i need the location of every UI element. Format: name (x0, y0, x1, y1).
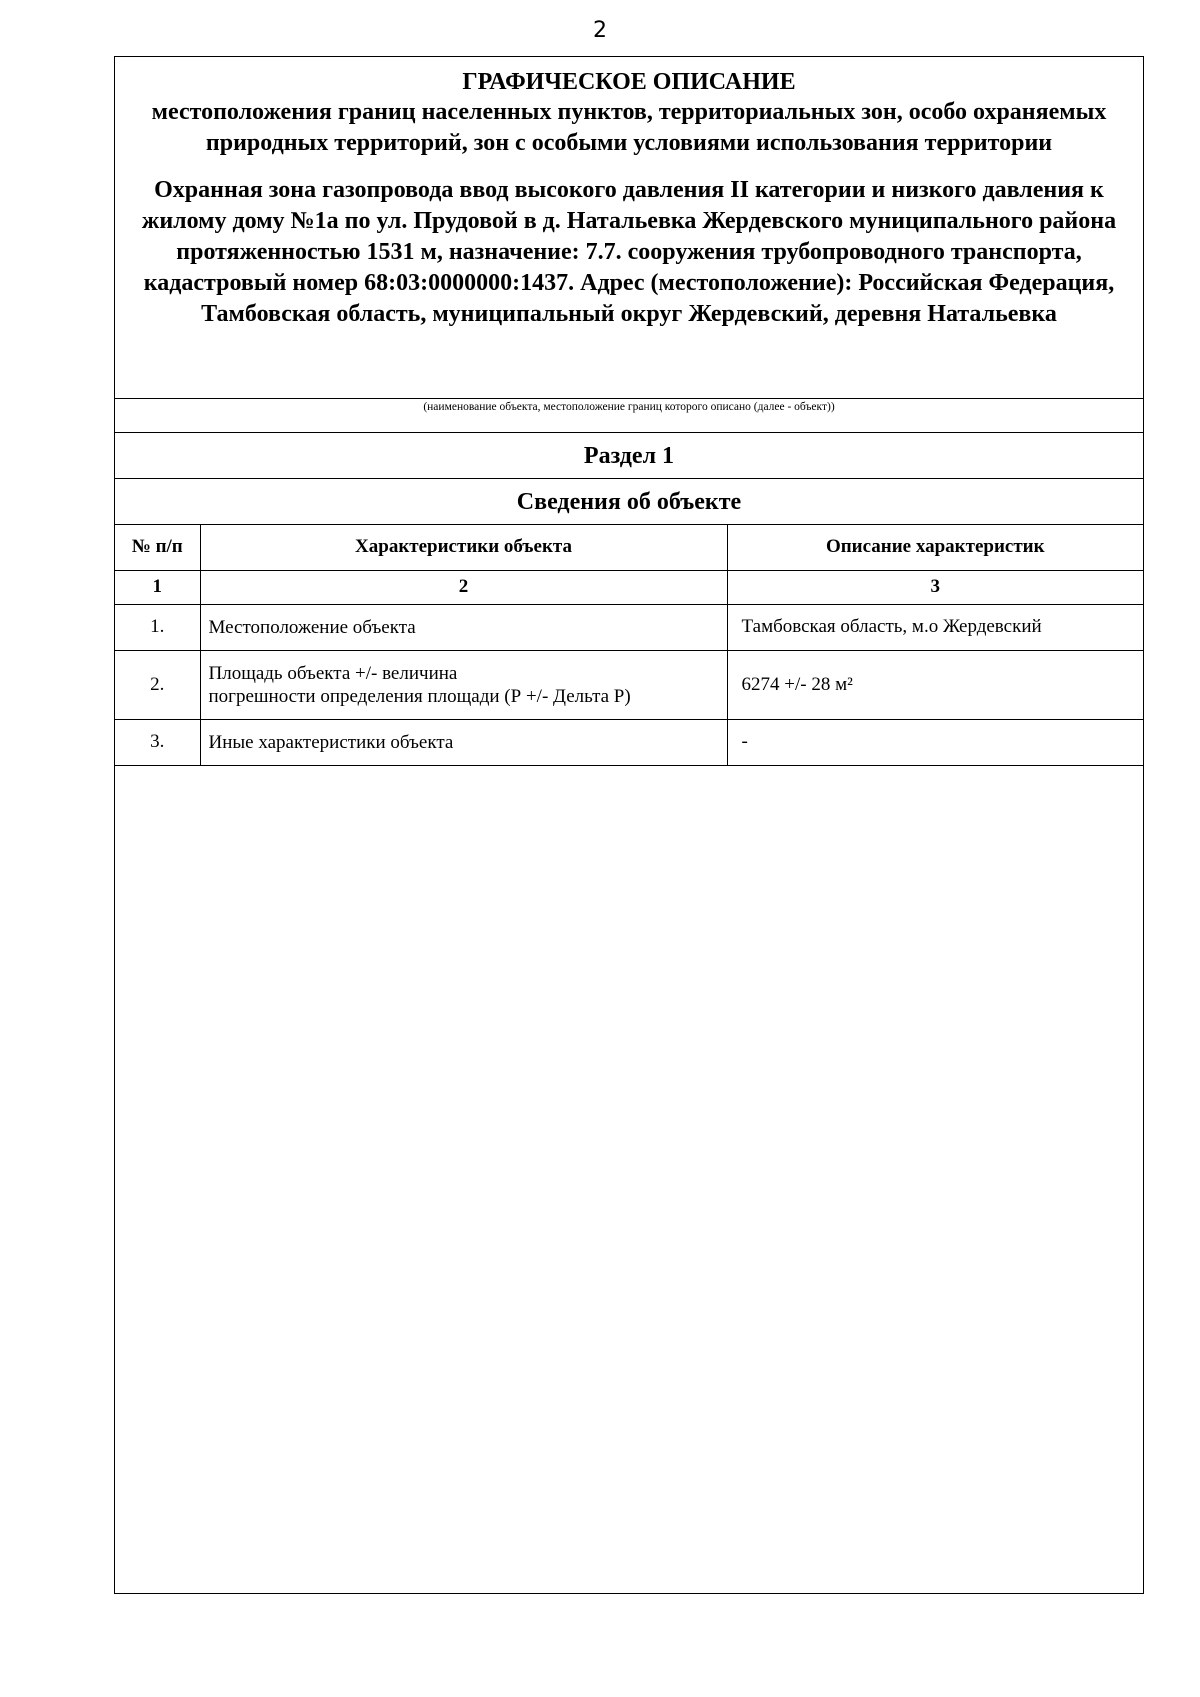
row-characteristic (200, 650, 727, 719)
table-row (115, 719, 1143, 765)
column-number-row (115, 570, 1143, 604)
row-characteristic-line: Площадь объекта +/- величина (208, 662, 458, 684)
row-characteristic-line: погрешности определения площади (Р +/- Дельта Р) (208, 685, 631, 707)
row-characteristic (200, 604, 727, 650)
object-caption: (наименование объекта, местоположение границ которого описано (далее - объект)) (115, 399, 1143, 433)
row-index: 2. (115, 650, 200, 719)
document-frame (114, 56, 1144, 1594)
section-label: Раздел 1 (115, 433, 1143, 479)
column-header-characteristic: Характеристики объекта (200, 525, 727, 570)
object-name: Охранная зона газопровода ввод высокого давления II категории и низкого давления к жилому дому №1а по ул. Прудовой в д. Натальевка Жердевского муниципального района протяженностью 1531 м, назначение: 7.7. сооружения трубопроводного транспорта, кадастровый номер 68:03:0000000:1437. Адрес (местоположение): Российская Федерация, Тамбовская область, муниципальный округ Жердевский, деревня Натальевка (141, 177, 1117, 327)
column-number-3: 3 (727, 570, 1143, 604)
column-header-number: № п/п (115, 525, 200, 570)
column-number-1: 1 (115, 570, 200, 604)
table-header-row (115, 525, 1143, 570)
document-header (115, 57, 1143, 399)
row-description: Тамбовская область, м.о Жердевский (727, 604, 1143, 650)
row-index: 1. (115, 604, 200, 650)
page-number: 2 (593, 18, 607, 43)
section-info-title: Сведения об объекте (115, 479, 1143, 525)
document-subtitle: местоположения границ населенных пунктов, территориальных зон, особо охраняемых природных территорий, зон с особыми условиями использования территории (151, 99, 1107, 156)
column-header-description: Описание характеристик (727, 525, 1143, 570)
document-title: ГРАФИЧЕСКОЕ ОПИСАНИЕ (462, 69, 796, 95)
row-characteristic (200, 719, 727, 765)
row-description: - (727, 719, 1143, 765)
row-index: 3. (115, 719, 200, 765)
row-characteristic-line: Иные характеристики объекта (208, 731, 454, 753)
object-attributes-table (115, 525, 1143, 766)
column-number-2: 2 (200, 570, 727, 604)
table-row (115, 650, 1143, 719)
row-characteristic-line: Местоположение объекта (208, 616, 416, 638)
row-description: 6274 +/- 28 м² (727, 650, 1143, 719)
table-row (115, 604, 1143, 650)
